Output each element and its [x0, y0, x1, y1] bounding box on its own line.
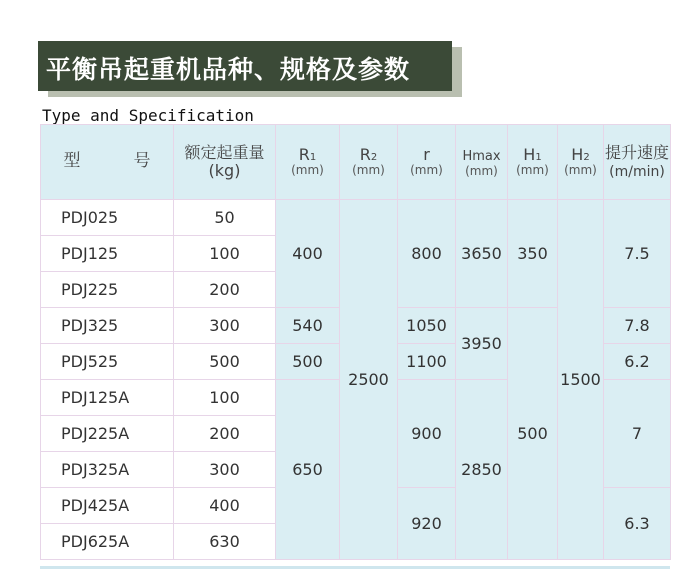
- hmax-cell: 3950: [456, 308, 508, 380]
- header-h1-label: H: [523, 144, 536, 164]
- speed-cell: 7.8: [604, 308, 671, 344]
- header-r1-unit: (mm): [291, 163, 324, 178]
- page-title: 平衡吊起重机品种、规格及参数: [46, 55, 411, 84]
- load-cell: 200: [174, 416, 276, 452]
- header-load-label: 额定起重量: [184, 142, 265, 162]
- h1-cell: 350: [508, 200, 558, 308]
- model-cell: PDJ225A: [41, 416, 174, 452]
- header-r2-label: R: [359, 144, 371, 164]
- r-cell: 900: [398, 380, 456, 488]
- model-cell: PDJ325A: [41, 452, 174, 488]
- header-hmax-label: Hmax: [462, 148, 501, 164]
- bottom-rule: [40, 566, 670, 569]
- speed-cell: 7.5: [604, 200, 671, 308]
- table-row: [41, 200, 671, 236]
- header-model: [41, 125, 174, 200]
- load-cell: 300: [174, 452, 276, 488]
- r1-cell: 650: [276, 380, 340, 560]
- header-load-unit: (kg): [208, 161, 241, 180]
- r2-cell: 2500: [340, 200, 398, 560]
- header-speed-unit: (m/min): [609, 164, 665, 180]
- speed-cell: 7: [604, 380, 671, 488]
- header-model-label: 型 号: [63, 151, 169, 172]
- h1-cell: 500: [508, 308, 558, 560]
- header-h2-unit: (mm): [564, 163, 597, 178]
- header-r2-unit: (mm): [352, 163, 385, 178]
- header-r1-sub: 1: [309, 151, 317, 163]
- speed-cell: 6.2: [604, 344, 671, 380]
- header-r-unit: (mm): [410, 163, 443, 178]
- header-h1: [508, 125, 558, 200]
- h2-cell: 1500: [558, 200, 604, 560]
- load-cell: 50: [174, 200, 276, 236]
- load-cell: 100: [174, 236, 276, 272]
- model-cell: PDJ225: [41, 272, 174, 308]
- hmax-cell: 3650: [456, 200, 508, 308]
- header-speed-label: 提升速度: [604, 142, 669, 162]
- r1-cell: 540: [276, 308, 340, 344]
- header-h1-sub: 1: [535, 151, 542, 163]
- load-cell: 100: [174, 380, 276, 416]
- header-r: [398, 125, 456, 200]
- header-row: [41, 125, 671, 200]
- header-r2-sub: 2: [370, 151, 378, 163]
- header-load: [174, 125, 276, 200]
- title-banner: [38, 41, 452, 91]
- header-r1: [276, 125, 340, 200]
- header-speed: [604, 125, 671, 200]
- r1-cell: 400: [276, 200, 340, 308]
- load-cell: 400: [174, 488, 276, 524]
- model-cell: PDJ525: [41, 344, 174, 380]
- r1-cell: 500: [276, 344, 340, 380]
- load-cell: 630: [174, 524, 276, 560]
- model-cell: PDJ325: [41, 308, 174, 344]
- header-hmax-unit: (mm): [465, 163, 498, 178]
- header-r1-label: R: [298, 144, 310, 164]
- header-r2: [340, 125, 398, 200]
- model-cell: PDJ625A: [41, 524, 174, 560]
- spec-table: [40, 124, 671, 560]
- header-h1-unit: (mm): [516, 163, 549, 178]
- r-cell: 1050: [398, 308, 456, 344]
- r-cell: 920: [398, 488, 456, 560]
- model-cell: PDJ125: [41, 236, 174, 272]
- speed-cell: 6.3: [604, 488, 671, 560]
- model-cell: PDJ025: [41, 200, 174, 236]
- header-hmax: [456, 125, 508, 200]
- r-cell: 800: [398, 200, 456, 308]
- model-cell: PDJ125A: [41, 380, 174, 416]
- header-r-label: r: [423, 144, 430, 164]
- page-subtitle: Type and Specification: [42, 106, 254, 125]
- load-cell: 300: [174, 308, 276, 344]
- hmax-cell: 2850: [456, 380, 508, 560]
- header-h2: [558, 125, 604, 200]
- load-cell: 500: [174, 344, 276, 380]
- header-h2-sub: 2: [583, 151, 590, 163]
- r-cell: 1100: [398, 344, 456, 380]
- model-cell: PDJ425A: [41, 488, 174, 524]
- load-cell: 200: [174, 272, 276, 308]
- header-h2-label: H: [571, 144, 584, 164]
